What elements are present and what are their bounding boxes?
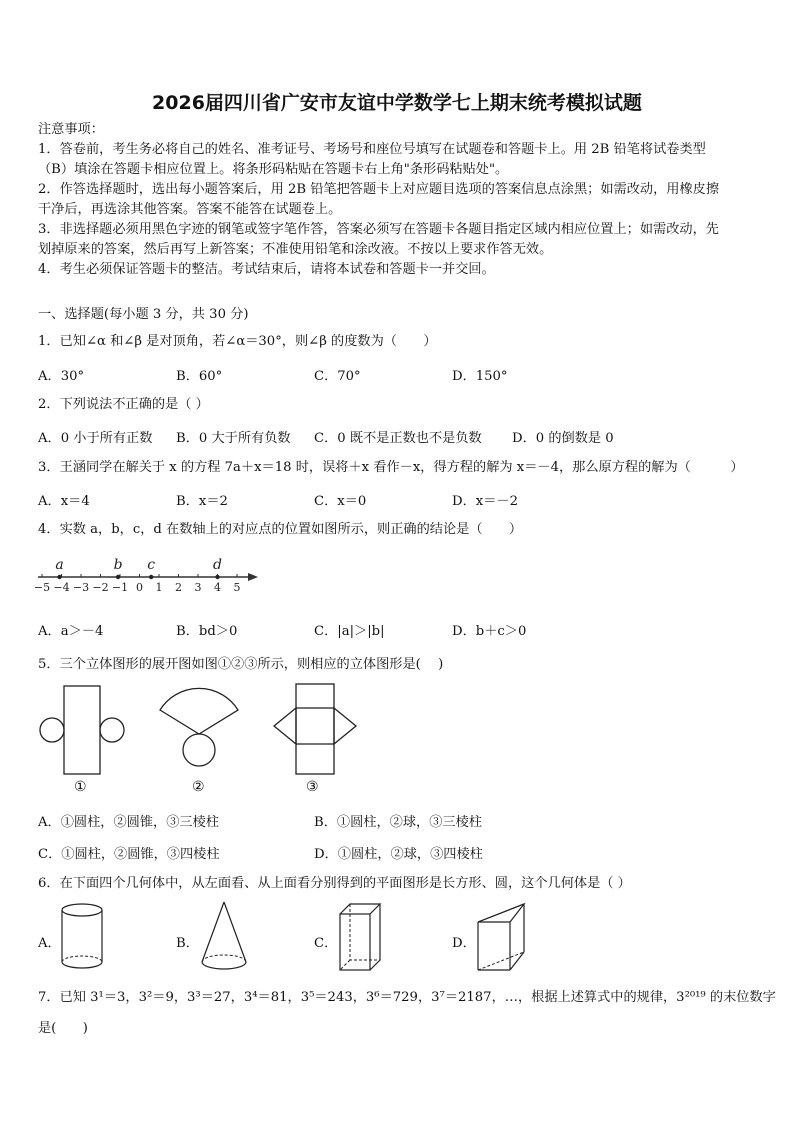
number-line-tick-label: −2 bbox=[92, 581, 109, 594]
notes-line: （B）填涂在答题卡相应位置上。将条形码粘贴在答题卡右上角"条形码粘贴处"。 bbox=[38, 162, 509, 177]
cone-solid-icon[interactable] bbox=[198, 900, 254, 972]
figure-label-1: ① bbox=[74, 779, 87, 795]
q5-option-d[interactable]: D．①圆柱，②球，③四棱柱 bbox=[314, 847, 483, 862]
notes-line: 3．非选择题必须用黑色字迹的钢笔或签字笔作答，答案必须写在答题卡各题目指定区域内相应位置上；如需改动，先 bbox=[38, 222, 719, 237]
number-line-tick-label: 2 bbox=[175, 581, 182, 594]
q5-option-a[interactable]: A．①圆柱，②圆锥，③三棱柱 bbox=[38, 815, 219, 830]
q4-option-c[interactable]: C．|a|＞|b| bbox=[314, 624, 385, 639]
q4-option-b[interactable]: B．bd＞0 bbox=[176, 624, 238, 639]
notes-line: 4．考生必须保证答题卡的整洁。考试结束后，请将本试卷和答题卡一并交回。 bbox=[38, 262, 495, 277]
number-line-point-a bbox=[57, 575, 61, 579]
q6-option-d[interactable]: D． bbox=[452, 936, 476, 951]
cylinder-net-circle-left bbox=[40, 718, 64, 742]
number-line-tick-label: 4 bbox=[214, 581, 221, 594]
cone-net-circle bbox=[183, 734, 215, 766]
question-7-stem-cont: 是( ) bbox=[38, 1021, 88, 1036]
notes-line: 1．答卷前，考生务必将自己的姓名、准考证号、考场号和座位号填写在试题卷和答题卡上。用 2B 铅笔将试卷类型 bbox=[38, 142, 706, 157]
number-line-tick-label: −1 bbox=[111, 581, 129, 594]
notes-heading: 注意事项： bbox=[38, 122, 104, 137]
number-line-point-c bbox=[149, 575, 153, 579]
q5-option-b[interactable]: B．①圆柱，②球，③三棱柱 bbox=[314, 815, 482, 830]
q6-option-a[interactable]: A． bbox=[38, 936, 61, 951]
section-heading: 一、选择题(每小题 3 分，共 30 分) bbox=[38, 307, 249, 322]
triangular-prism-icon[interactable] bbox=[474, 900, 530, 972]
question-6-stem: 6．在下面四个几何体中，从左面看、从上面看分别得到的平面图形是长方形、圆，这个几何体是（ ） bbox=[38, 876, 631, 891]
number-line-tick-label: 5 bbox=[233, 581, 241, 594]
q6-option-b[interactable]: B． bbox=[176, 936, 199, 951]
question-7-stem: 7．已知 3¹＝3，3²＝9，3³＝27，3⁴＝81，3⁵＝243，3⁶＝729，3⁷＝2187，…，根据上述算式中的规律，3²⁰¹⁹ 的末位数字 bbox=[38, 990, 776, 1005]
number-line-point-label: d bbox=[213, 557, 222, 573]
q4-option-d[interactable]: D．b＋c＞0 bbox=[452, 624, 527, 639]
number-line-tick-label: −4 bbox=[53, 581, 70, 594]
q2-option-c[interactable]: C．0 既不是正数也不是负数 bbox=[314, 431, 482, 446]
q1-option-c[interactable]: C．70° bbox=[314, 369, 361, 384]
number-line-tick-label: 3 bbox=[194, 581, 202, 594]
figure-label-3: ③ bbox=[306, 779, 319, 795]
number-line-tick-label: −3 bbox=[72, 581, 90, 594]
q3-option-d[interactable]: D．x＝－2 bbox=[452, 494, 518, 509]
number-line-point-label: b bbox=[113, 557, 123, 573]
q4-option-a[interactable]: A．a＞－4 bbox=[38, 624, 104, 639]
question-2-stem: 2．下列说法不正确的是（ ） bbox=[38, 397, 209, 412]
question-4-stem: 4．实数 a，b，c，d 在数轴上的对应点的位置如图所示，则正确的结论是（ ） bbox=[38, 522, 523, 537]
q5-option-c[interactable]: C．①圆柱，②圆锥，③四棱柱 bbox=[38, 847, 220, 862]
notes-line: 划掉原来的答案，然后再写上新答案；不准使用铅笔和涂改液。不按以上要求作答无效。 bbox=[38, 242, 553, 257]
figure-label-2: ② bbox=[192, 779, 205, 795]
number-line-point-label: a bbox=[55, 557, 64, 573]
number-line-figure bbox=[34, 552, 264, 600]
notes-line: 2．作答选择题时，选出每小题答案后，用 2B 铅笔把答题卡上对应题目选项的答案信息点涂黑；如需改动，用橡皮擦 bbox=[38, 182, 720, 197]
number-line-point-d bbox=[215, 575, 219, 579]
q1-option-d[interactable]: D．150° bbox=[452, 369, 508, 384]
number-line-tick-label: −5 bbox=[33, 581, 51, 594]
number-line-point-b bbox=[116, 575, 120, 579]
number-line-point-label: c bbox=[147, 557, 156, 573]
rectangular-prism-icon[interactable] bbox=[336, 902, 386, 974]
q2-option-a[interactable]: A．0 小于所有正数 bbox=[38, 431, 153, 446]
q1-option-b[interactable]: B．60° bbox=[176, 369, 223, 384]
q2-option-d[interactable]: D．0 的倒数是 0 bbox=[512, 431, 614, 446]
q2-option-b[interactable]: B．0 大于所有负数 bbox=[176, 431, 291, 446]
notes-block bbox=[38, 120, 758, 280]
prism-net-faces bbox=[296, 684, 334, 774]
number-line-points bbox=[55, 557, 222, 579]
q6-option-c[interactable]: C． bbox=[314, 936, 338, 951]
cylinder-net-circle-right bbox=[100, 718, 124, 742]
question-1-stem: 1．已知∠α 和∠β 是对顶角，若∠α＝30°，则∠β 的度数为（ ） bbox=[38, 334, 437, 349]
cone-net-sector bbox=[160, 688, 238, 734]
question-3-stem: 3．王涵同学在解关于 x 的方程 7a＋x＝18 时，误将＋x 看作－x，得方程的解为 x＝－4，那么原方程的解为（ ） bbox=[38, 460, 744, 475]
number-line-tick-labels bbox=[34, 581, 241, 594]
cylinder-solid-icon[interactable] bbox=[60, 902, 110, 972]
cylinder-net-rectangle bbox=[64, 686, 100, 774]
q3-option-b[interactable]: B．x＝2 bbox=[176, 494, 228, 509]
prism-net-triangle-left bbox=[274, 708, 296, 744]
page-title: 2026届四川省广安市友谊中学数学七上期末统考模拟试题 bbox=[152, 92, 642, 114]
q1-option-a[interactable]: A．30° bbox=[38, 369, 85, 384]
notes-line: 干净后，再选涂其他答案。答案不能答在试题卷上。 bbox=[38, 202, 342, 217]
number-line-tick-label: 0 bbox=[136, 581, 143, 594]
q3-option-a[interactable]: A．x＝4 bbox=[38, 494, 90, 509]
question-5-stem: 5．三个立体图形的展开图如图①②③所示，则相应的立体图形是( ) bbox=[38, 657, 444, 672]
number-line-arrow bbox=[248, 573, 258, 581]
prism-net-triangle-right bbox=[334, 708, 356, 744]
number-line-tick-label: 1 bbox=[155, 581, 163, 594]
q3-option-c[interactable]: C．x＝0 bbox=[314, 494, 367, 509]
